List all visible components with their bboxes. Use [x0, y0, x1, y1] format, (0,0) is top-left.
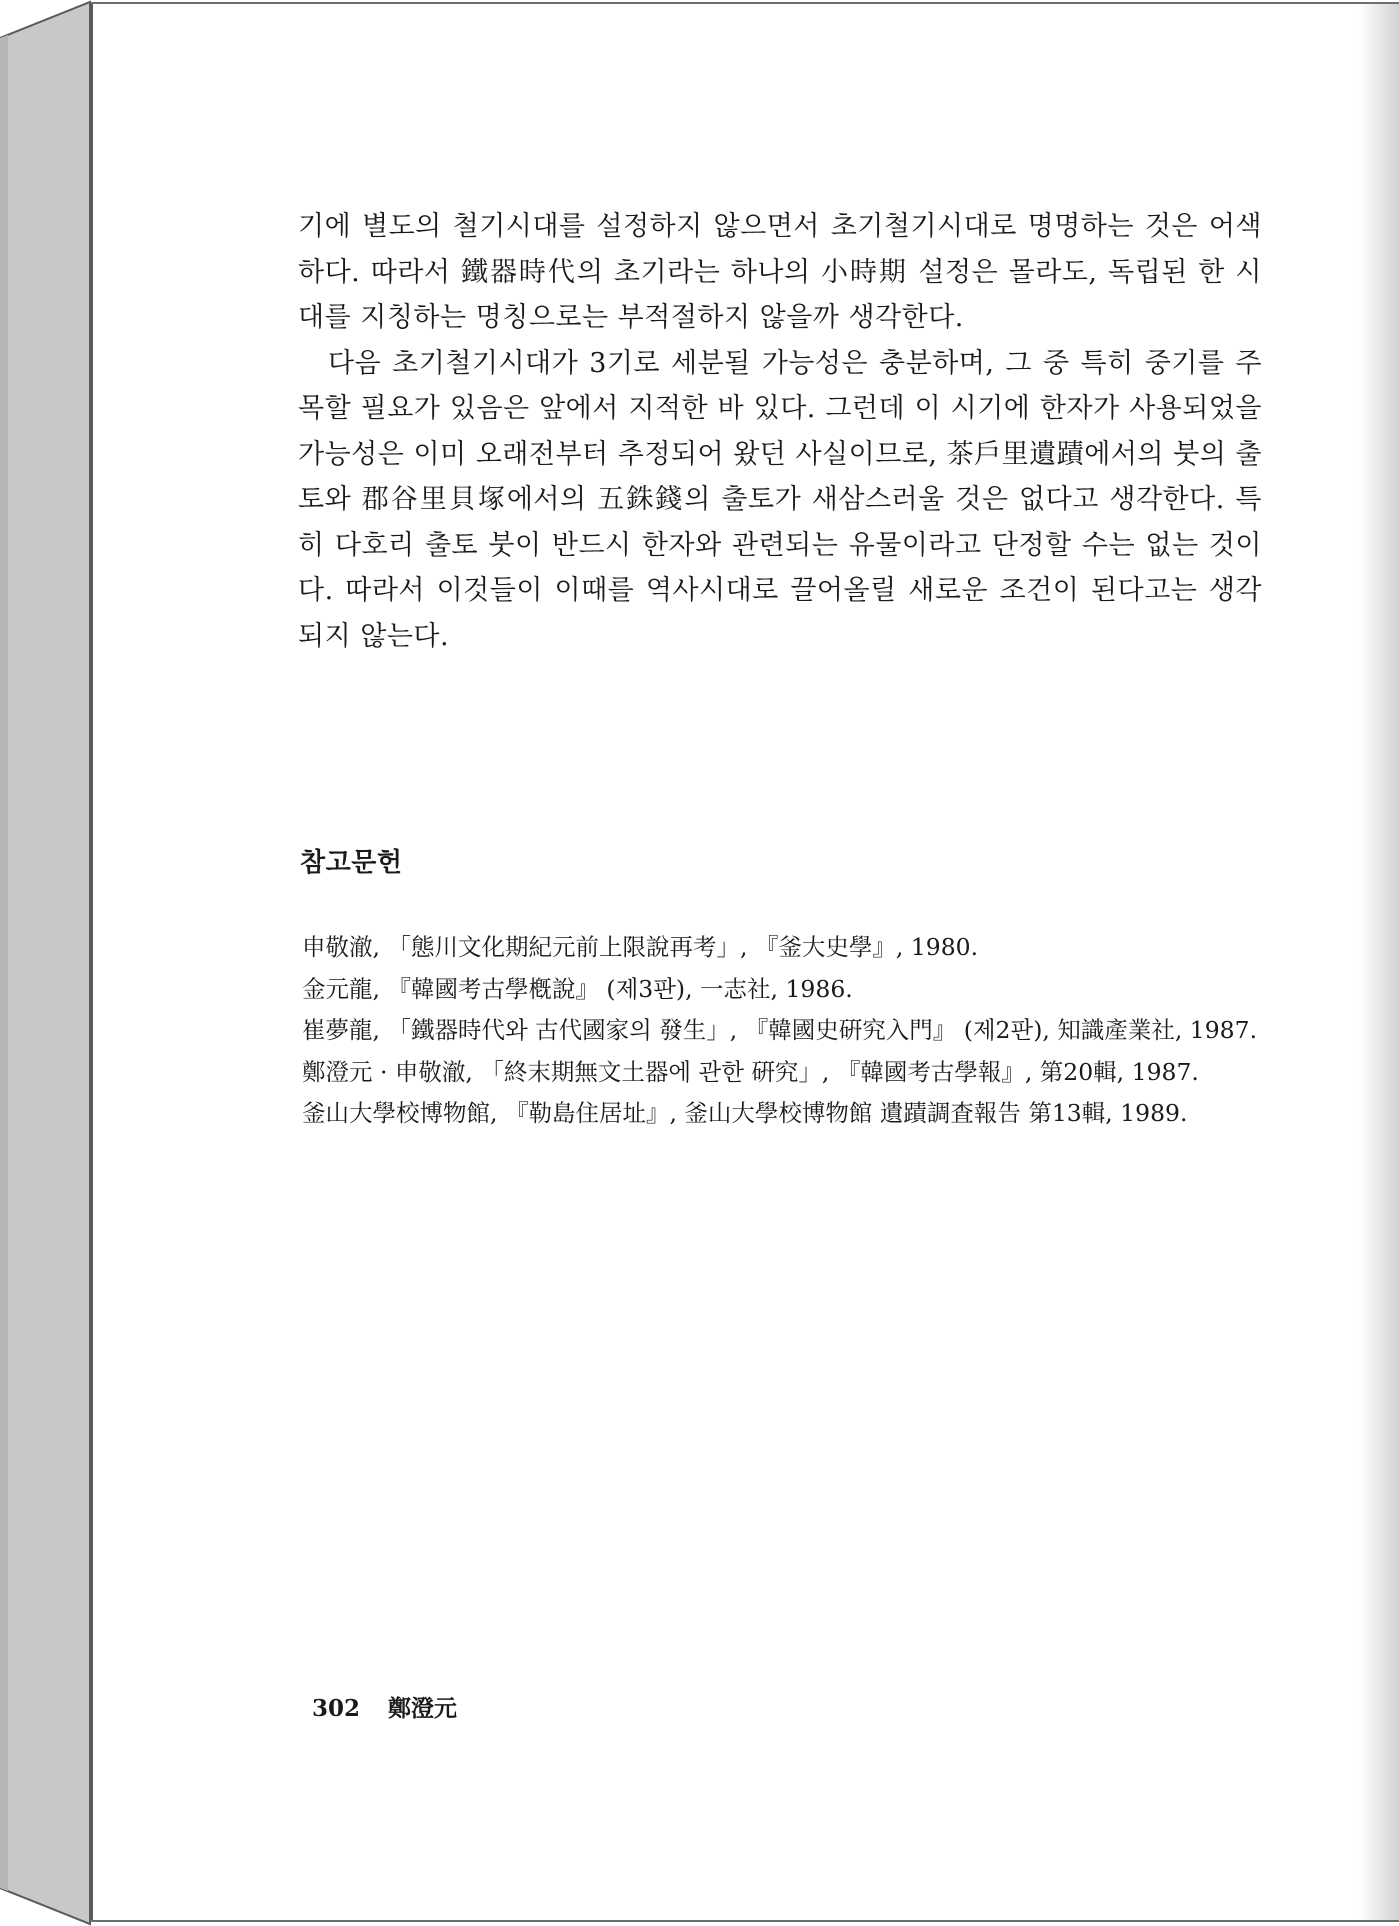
book-spine: [0, 0, 100, 1926]
page-footer: [312, 1690, 457, 1723]
footer-author: 鄭澄元: [388, 1695, 458, 1722]
page-right-shade: [1359, 4, 1399, 1920]
reference-item: 釜山大學校博物館, 『勒島住居址』, 釜山大學校博物館 遺蹟調査報告 第13輯, 1989.: [302, 1099, 1188, 1127]
body-text: [298, 204, 1262, 659]
references-list: [302, 927, 1266, 1135]
references-heading: 참고문헌: [300, 848, 403, 878]
reference-item: 申敬澈, 「態川文化期紀元前上限說再考」, 『釜大史學』, 1980.: [302, 933, 979, 961]
reference-item: 金元龍, 『韓國考古學槪說』 (제3판), 一志社, 1986.: [302, 974, 853, 1003]
reference-item: 鄭澄元 · 申敬澈, 「終末期無文土器에 관한 硏究」, 『韓國考古學報』, 第20輯, 1987.: [302, 1057, 1199, 1086]
page-number: 302: [312, 1695, 361, 1722]
page-left-edge: [90, 4, 93, 1920]
body-paragraph-2: 다음 초기철기시대가 3기로 세분될 가능성은 충분하며, 그 중 특히 중기를 주목할 필요가 있음은 앞에서 지적한 바 있다. 그런데 이 시기에 한자가 사용되었을 가능성은 이미 오래전부터 추정되어 왔던 사실이므로, 茶戶里遺蹟에서의 붓의 출토와 郡谷里貝塚에서의 五銖錢의 출토가 새삼스러울 것은 없다고 생각한다. 특히 다호리 출토 붓이 반드시 한자와 관련되는 유물이라고 단정할 수는 없는 것이다. 따라서 이것들이 이때를 역사시대로 끌어올릴 새로운 조건이 된다고는 생각되지 않는다.: [298, 347, 1262, 652]
reference-item: 崔夢龍, 「鐵器時代와 古代國家의 發生」, 『韓國史硏究入門』 (제2판), 知識產業社, 1987.: [302, 1016, 1258, 1044]
body-paragraph-1: 기에 별도의 철기시대를 설정하지 않으면서 초기철기시대로 명명하는 것은 어색하다. 따라서 鐵器時代의 초기라는 하나의 小時期 설정은 몰라도, 독립된 한 시대를 지칭하는 명칭으로는 부적절하지 않을까 생각한다.: [298, 211, 1262, 333]
